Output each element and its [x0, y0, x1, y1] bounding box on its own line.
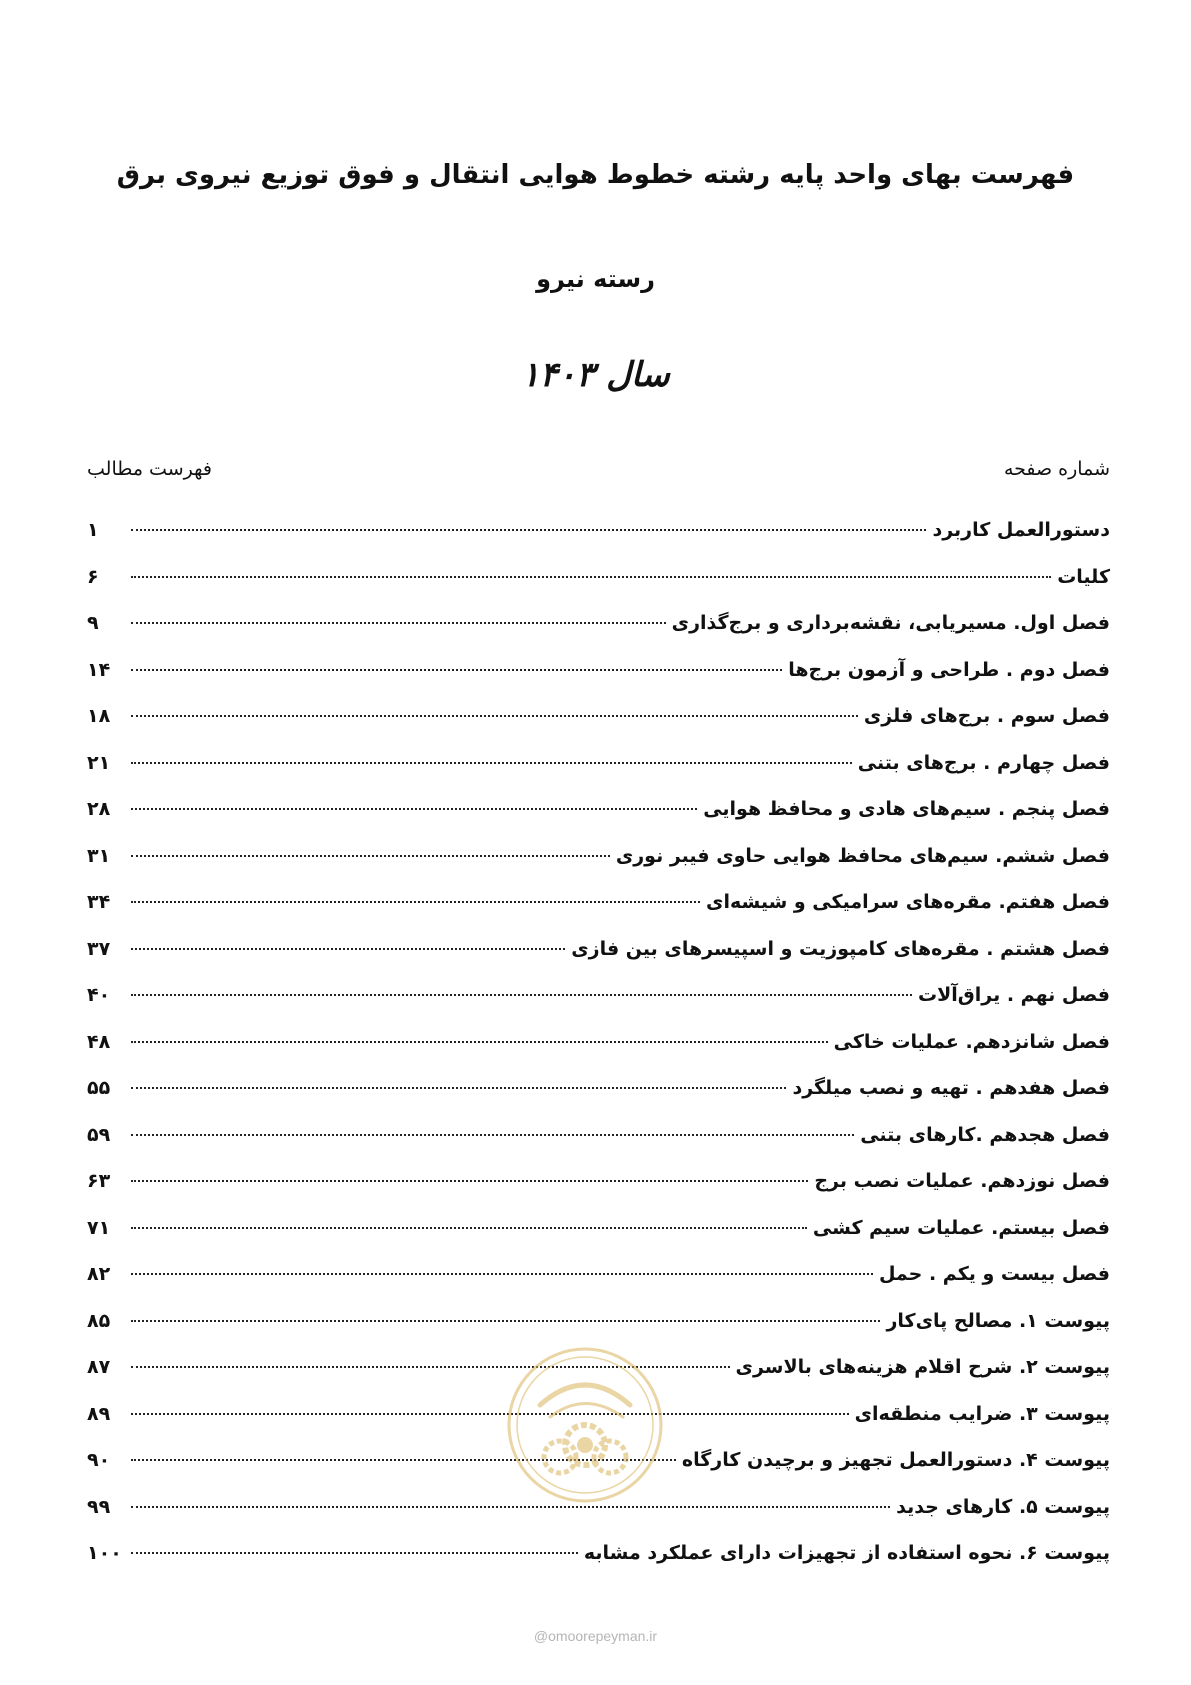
toc-entry-page: ۶: [87, 565, 99, 588]
toc-entry-label: فصل هجدهم .کارهای بتنی: [860, 1123, 1110, 1146]
toc-entry-label: فصل هفتم. مقره‌های سرامیکی و شیشه‌ای: [706, 891, 1110, 913]
toc-entry: [87, 659, 1110, 706]
toc-entry: [87, 1124, 1110, 1171]
toc-dot-leader: [131, 1227, 807, 1229]
toc-entry-page: ۳۴: [87, 891, 111, 913]
toc-entry-label: فصل شانزدهم. عملیات خاکی: [833, 1030, 1110, 1053]
toc-dot-leader: [131, 762, 852, 764]
toc-dot-leader: [131, 1041, 828, 1043]
toc-entry: [87, 984, 1110, 1031]
toc-entry: [87, 798, 1110, 845]
toc-entry-page: ۴۸: [87, 1030, 111, 1053]
toc-entry-page: ۸۹: [87, 1402, 111, 1425]
toc-entry: [87, 891, 1110, 938]
toc-entry: [87, 1217, 1110, 1264]
toc-entry: [87, 752, 1110, 799]
toc-entry-page: ۳۱: [87, 844, 111, 867]
seal-watermark-icon: [505, 1345, 665, 1505]
toc-entry-label: دستورالعمل کاربرد: [932, 519, 1110, 541]
toc-entry-label: فصل بیستم. عملیات سیم کشی: [812, 1216, 1110, 1239]
toc-dot-leader: [131, 622, 666, 624]
toc-entry-page: ۵۵: [87, 1077, 111, 1099]
toc-entry-label: فصل سوم . برج‌های فلزی: [863, 705, 1110, 727]
toc-entry-label: فصل ششم. سیم‌های محافظ هوایی حاوی فیبر نوری: [615, 844, 1110, 867]
toc-entry-label: پیوست ۲. شرح اقلام هزینه‌های بالاسری: [735, 1356, 1110, 1378]
toc-entry-page: ۴۰: [87, 984, 111, 1006]
toc-entry-label: پیوست ۴. دستورالعمل تجهیز و برچیدن کارگاه: [681, 1449, 1110, 1471]
toc-entry-label: فصل هفدهم . تهیه و نصب میلگرد: [792, 1077, 1110, 1099]
document-subtitle: رسته نیرو: [536, 265, 655, 293]
toc-dot-leader: [131, 901, 700, 903]
toc-dot-leader: [131, 1134, 854, 1136]
toc-entry: [87, 566, 1110, 613]
toc-entry-label: پیوست ۱. مصالح پای‌کار: [886, 1309, 1110, 1332]
toc-entry-page: ۳۷: [87, 937, 111, 960]
toc-entry-label: پیوست ۶. نحوه استفاده از تجهیزات دارای عملکرد مشابه: [583, 1542, 1110, 1564]
toc-entry-page: ۲۸: [87, 798, 111, 820]
toc-entry: [87, 938, 1110, 985]
toc-dot-leader: [131, 994, 912, 996]
toc-entry-label: فصل چهارم . برج‌های بتنی: [857, 751, 1110, 774]
toc-dot-leader: [131, 808, 697, 810]
toc-entry-page: ۹۹: [87, 1495, 111, 1518]
toc-entry-label: فصل بیست و یکم . حمل: [878, 1263, 1110, 1285]
toc-entry-label: فصل دوم . طراحی و آزمون برج‌ها: [788, 658, 1110, 681]
toc-dot-leader: [131, 1087, 786, 1089]
toc-entry-label: فصل اول. مسیریابی، نقشه‌برداری و برج‌گذاری: [671, 612, 1110, 634]
toc-entry: [87, 1542, 1110, 1589]
toc-dot-leader: [131, 529, 926, 531]
toc-dot-leader: [131, 1506, 890, 1508]
toc-entry-label: فصل پنجم . سیم‌های هادی و محافظ هوایی: [703, 798, 1110, 820]
toc-dot-leader: [131, 948, 565, 950]
watermark-text: @omoorepeyman.ir: [533, 1628, 658, 1644]
toc-entry-page: ۸۲: [87, 1263, 111, 1285]
toc-entry-page: ۲۱: [87, 751, 111, 774]
toc-dot-leader: [131, 576, 1051, 578]
toc-entry-page: ۷۱: [87, 1216, 111, 1239]
toc-entry-label: فصل نهم . یراق‌آلات: [918, 984, 1110, 1006]
toc-heading: فهرست مطالب: [87, 458, 212, 480]
toc-entry-page: ۸۵: [87, 1309, 111, 1332]
toc-entry-page: ۶۳: [87, 1170, 111, 1192]
toc-entry-page: ۱۰۰: [87, 1542, 122, 1564]
toc-dot-leader: [131, 715, 858, 717]
toc-entry-page: ۸۷: [87, 1356, 111, 1378]
toc-entry: [87, 1077, 1110, 1124]
toc-entry: [87, 705, 1110, 752]
toc-entry-label: کلیات: [1057, 565, 1110, 588]
toc-entry: [87, 612, 1110, 659]
toc-entry: [87, 1170, 1110, 1217]
toc-entry: [87, 519, 1110, 566]
toc-entry-label: پیوست ۵. کارهای جدید: [896, 1495, 1110, 1518]
toc-dot-leader: [131, 1413, 849, 1415]
toc-entry-page: ۹: [87, 612, 99, 634]
document-year: سال ۱۴۰۳: [521, 355, 670, 395]
toc-entry-label: پیوست ۳. ضرایب منطقه‌ای: [854, 1402, 1110, 1425]
toc-entry-page: ۵۹: [87, 1123, 111, 1146]
toc-entry-page: ۱۸: [87, 705, 111, 727]
toc-dot-leader: [131, 1320, 880, 1322]
toc-entry: [87, 1031, 1110, 1078]
toc-dot-leader: [131, 855, 610, 857]
toc-header: [87, 458, 1110, 480]
toc-dot-leader: [131, 669, 782, 671]
page-number-heading: شماره صفحه: [1003, 458, 1110, 480]
toc-entry-label: فصل هشتم . مقره‌های کامپوزیت و اسپیسرهای بین فازی: [571, 937, 1110, 960]
toc-dot-leader: [131, 1273, 873, 1275]
toc-entry-page: ۱: [87, 519, 99, 541]
toc-entry-label: فصل نوزدهم. عملیات نصب برج: [814, 1170, 1110, 1192]
toc-entry: [87, 845, 1110, 892]
toc-dot-leader: [131, 1180, 808, 1182]
toc-entry-page: ۹۰: [87, 1449, 111, 1471]
toc-dot-leader: [131, 1552, 578, 1554]
toc-entry-page: ۱۴: [87, 658, 111, 681]
document-title: فهرست بهای واحد پایه رشته خطوط هوایی انتقال و فوق توزیع نیروی برق: [116, 160, 1075, 190]
toc-entry: [87, 1263, 1110, 1310]
